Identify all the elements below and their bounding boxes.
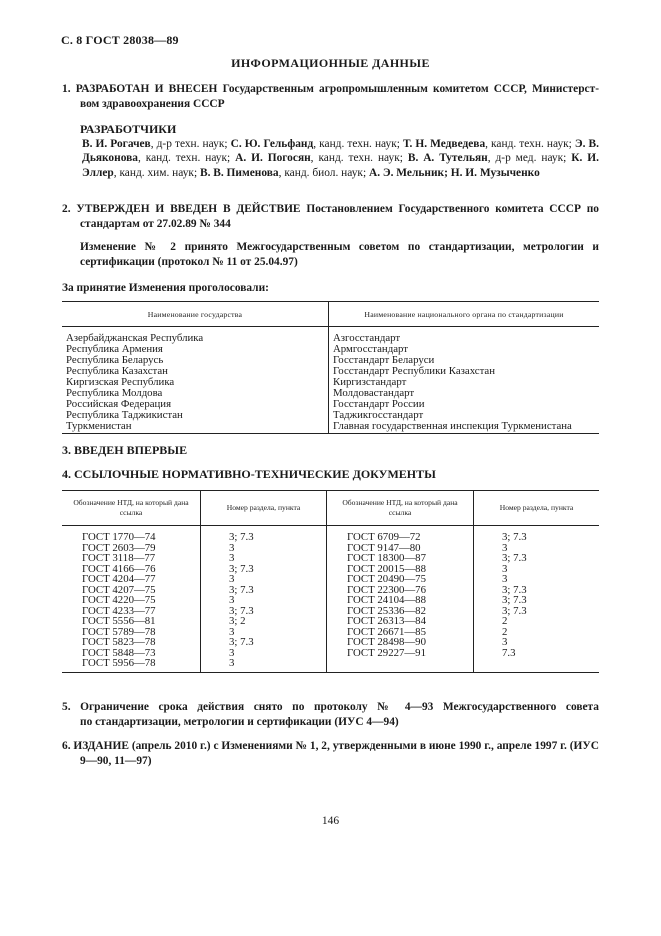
developer-degree: , д-р мед. наук; — [487, 152, 572, 164]
doc-code-cell: ГОСТ 22300—76 — [327, 585, 474, 596]
developer-name: Т. Н. Медведева — [403, 137, 486, 150]
doc-code-cell: ГОСТ 4204—77 — [82, 573, 156, 585]
section-cell — [474, 658, 600, 672]
section-cell: 3; 7.3 — [474, 595, 600, 606]
developers-block — [80, 122, 599, 180]
section-cell: 3 — [201, 553, 327, 564]
table-row — [62, 637, 599, 648]
developer-name: В. И. Рогачев — [82, 137, 151, 150]
doc-code-cell: ГОСТ 2603—79 — [82, 541, 156, 554]
table-row — [62, 421, 599, 434]
section-5 — [62, 700, 599, 729]
section-cell: 3; 7.3 — [474, 526, 600, 543]
doc-code-cell: ГОСТ 9147—80 — [327, 543, 474, 554]
refs-col-doc-2: Обозначение НТД, на который дана ссылка — [327, 491, 474, 526]
table-row — [62, 574, 599, 585]
table-row — [62, 658, 599, 672]
section-cell: 3; 7.3 — [201, 564, 327, 575]
state-name-cell: Российская Федерация — [66, 398, 172, 410]
developers-heading: РАЗРАБОТЧИКИ — [80, 122, 177, 136]
section-5-line1: 5. Ограничение срока действия снято по протоколу № 4—93 Межгосударственного совета — [62, 701, 599, 713]
state-name-cell: Туркменистан — [62, 421, 329, 434]
section-cell: 3; 7.3 — [201, 585, 327, 596]
section-cell: 3 — [201, 543, 327, 554]
developer-degree: , канд. техн. наук; — [137, 152, 236, 164]
refs-col-section-2: Номер раздела, пункта — [474, 491, 600, 526]
section-2 — [62, 202, 599, 231]
table-row — [62, 595, 599, 606]
doc-code-cell — [327, 658, 474, 672]
section-5-line2: по стандартизации, метрологии и сертификации (ИУС 4—94) — [80, 715, 399, 728]
doc-code-cell: ГОСТ 26671—85 — [327, 627, 474, 638]
doc-code-cell: ГОСТ 6709—72 — [327, 526, 474, 543]
doc-code-cell: ГОСТ 24104—88 — [327, 595, 474, 606]
developer-degree: , д-р техн. наук; — [150, 137, 231, 150]
voted-heading: За принятие Изменения проголосовали: — [62, 282, 269, 294]
developer-name: В. В. Пименова — [199, 166, 279, 179]
section-cell: 3; 7.3 — [474, 606, 600, 617]
section-cell: 3 — [474, 564, 600, 575]
developer-degree: , канд. техн. наук; — [310, 152, 408, 164]
standards-body-cell: Госстандарт Беларуси — [329, 355, 600, 366]
standards-body-cell: Госстандарт России — [329, 399, 600, 410]
page-header: С. 8 ГОСТ 28038—89 — [61, 33, 179, 47]
references-table — [62, 490, 599, 673]
developer-name: С. Ю. Гельфанд — [230, 137, 314, 150]
section-cell: 3; 7.3 — [474, 553, 600, 564]
table-row — [62, 526, 599, 543]
standards-body-cell: Азгосстандарт — [329, 327, 600, 345]
doc-code-cell: ГОСТ 3118—77 — [82, 552, 156, 564]
state-name-cell: Азербайджанская Республика — [66, 332, 204, 344]
state-name-cell: Республика Таджикистан — [66, 409, 183, 421]
developer-name: Н. И. Музыченко — [450, 166, 540, 179]
section-6 — [62, 739, 599, 768]
page-title: ИНФОРМАЦИОННЫЕ ДАННЫЕ — [231, 56, 430, 70]
section-cell: 3; 7.3 — [474, 585, 600, 596]
doc-code-cell: ГОСТ 5956—78 — [62, 658, 201, 672]
section-4: 4. ССЫЛОЧНЫЕ НОРМАТИВНО-ТЕХНИЧЕСКИЕ ДОКУМЕНТЫ — [62, 467, 436, 481]
table-row — [62, 327, 599, 345]
table-row — [62, 616, 599, 627]
doc-code-cell: ГОСТ 5848—73 — [82, 646, 156, 659]
section-2-text: Постановлением Государственного комитета СССР по — [300, 203, 600, 215]
doc-code-cell: ГОСТ 4166—76 — [82, 562, 156, 575]
state-name-cell: Республика Молдова — [66, 387, 163, 399]
refs-col-doc-1: Обозначение НТД, на который дана ссылка — [62, 491, 201, 526]
doc-code-cell: ГОСТ 18300—87 — [327, 553, 474, 564]
section-1-line2: вом здравоохранения СССР — [80, 97, 225, 110]
doc-code-cell: ГОСТ 5556—81 — [82, 615, 156, 627]
doc-code-cell: ГОСТ 25336—82 — [327, 606, 474, 617]
page-number: 146 — [321, 815, 340, 827]
section-cell: 2 — [474, 616, 600, 627]
states-col-body: Наименование национального органа по стандартизации — [329, 302, 600, 327]
doc-code-cell: ГОСТ 5823—78 — [82, 636, 156, 648]
section-6-line1: 6. ИЗДАНИЕ (апрель 2010 г.) с Изменениями № 1, 2, утвержденными в июне 1990 г., апреле 1997 г. (ИУС — [62, 740, 599, 752]
developers-list — [80, 137, 599, 181]
state-name-cell: Киргизская Республика — [66, 376, 175, 388]
section-cell: 3 — [201, 648, 327, 659]
developer-name: Э. В. Дьяконова — [82, 137, 599, 164]
standards-body-cell: Армгосстандарт — [329, 344, 600, 355]
section-1-number: 1. — [62, 83, 71, 95]
doc-code-cell: ГОСТ 4207—75 — [82, 583, 156, 596]
section-cell: 3 — [201, 627, 327, 638]
section-cell: 2 — [474, 627, 600, 638]
state-name-cell: Республика Казахстан — [66, 365, 168, 377]
section-1-text: Государственным агропромышленным комитетом СССР, Министерст- — [217, 83, 599, 95]
state-name-cell: Республика Беларусь — [66, 354, 164, 366]
section-6-line2: 9—90, 11—97) — [80, 754, 152, 767]
developer-degree: , канд. хим. наук; — [113, 166, 200, 179]
section-2-lead: УТВЕРЖДЕН И ВВЕДЕН В ДЕЙСТВИЕ — [76, 203, 301, 215]
developer-name: А. И. Погосян — [235, 152, 311, 164]
section-cell: 3 — [474, 637, 600, 648]
section-1-lead: РАЗРАБОТАН И ВНЕСЕН — [75, 83, 218, 95]
developer-name: А. Э. Мельник; — [368, 166, 448, 179]
doc-code-cell: ГОСТ 20490—75 — [327, 574, 474, 585]
doc-code-cell: ГОСТ 28498—90 — [327, 637, 474, 648]
developer-name: К. И. Эллер — [82, 152, 599, 179]
standards-body-cell: Молдовастандарт — [329, 388, 600, 399]
doc-code-cell: ГОСТ 20015—88 — [327, 564, 474, 575]
standards-body-cell: Госстандарт Республики Казахстан — [329, 366, 600, 377]
amendment-note: Изменение № 2 принято Межгосударственным советом по стандартизации, метрологии и сертификации (протокол № 11 от 25.04.97) — [80, 241, 599, 268]
standards-body-cell: Главная государственная инспекция Туркменистана — [329, 421, 600, 434]
doc-code-cell: ГОСТ 4220—75 — [82, 594, 156, 606]
section-cell: 7.3 — [474, 648, 600, 659]
refs-col-section-1: Номер раздела, пункта — [201, 491, 327, 526]
section-3: 3. ВВЕДЕН ВПЕРВЫЕ — [62, 443, 188, 457]
section-cell: 3 — [474, 543, 600, 554]
standards-body-cell: Киргизстандарт — [329, 377, 600, 388]
section-cell: 3 — [201, 658, 327, 672]
doc-code-cell: ГОСТ 1770—74 — [82, 531, 156, 543]
section-1 — [62, 82, 599, 111]
section-cell: 3 — [201, 574, 327, 585]
section-cell: 3; 7.3 — [201, 526, 327, 543]
doc-code-cell: ГОСТ 4233—77 — [82, 604, 156, 617]
section-2-line2: стандартам от 27.02.89 № 344 — [80, 217, 231, 230]
developer-name: В. А. Тутельян — [407, 152, 488, 164]
section-cell: 3; 7.3 — [201, 637, 327, 648]
doc-code-cell: ГОСТ 26313—84 — [327, 616, 474, 627]
doc-code-cell: ГОСТ 5789—78 — [82, 625, 156, 638]
state-name-cell: Республика Армения — [66, 343, 163, 355]
standards-body-cell: Таджикгосстандарт — [329, 410, 600, 421]
section-cell: 3; 2 — [201, 616, 327, 627]
doc-code-cell: ГОСТ 29227—91 — [327, 648, 474, 659]
states-col-state: Наименование государства — [62, 302, 329, 327]
developer-degree: , канд. техн. наук; — [313, 137, 403, 150]
developer-degree: , канд. биол. наук; — [278, 166, 369, 179]
section-cell: 3 — [474, 574, 600, 585]
table-row — [62, 553, 599, 564]
section-2-number: 2. — [62, 203, 71, 215]
developer-degree: , канд. техн. наук; — [485, 137, 575, 150]
section-cell: 3 — [201, 595, 327, 606]
section-cell: 3; 7.3 — [201, 606, 327, 617]
states-table — [62, 301, 599, 434]
